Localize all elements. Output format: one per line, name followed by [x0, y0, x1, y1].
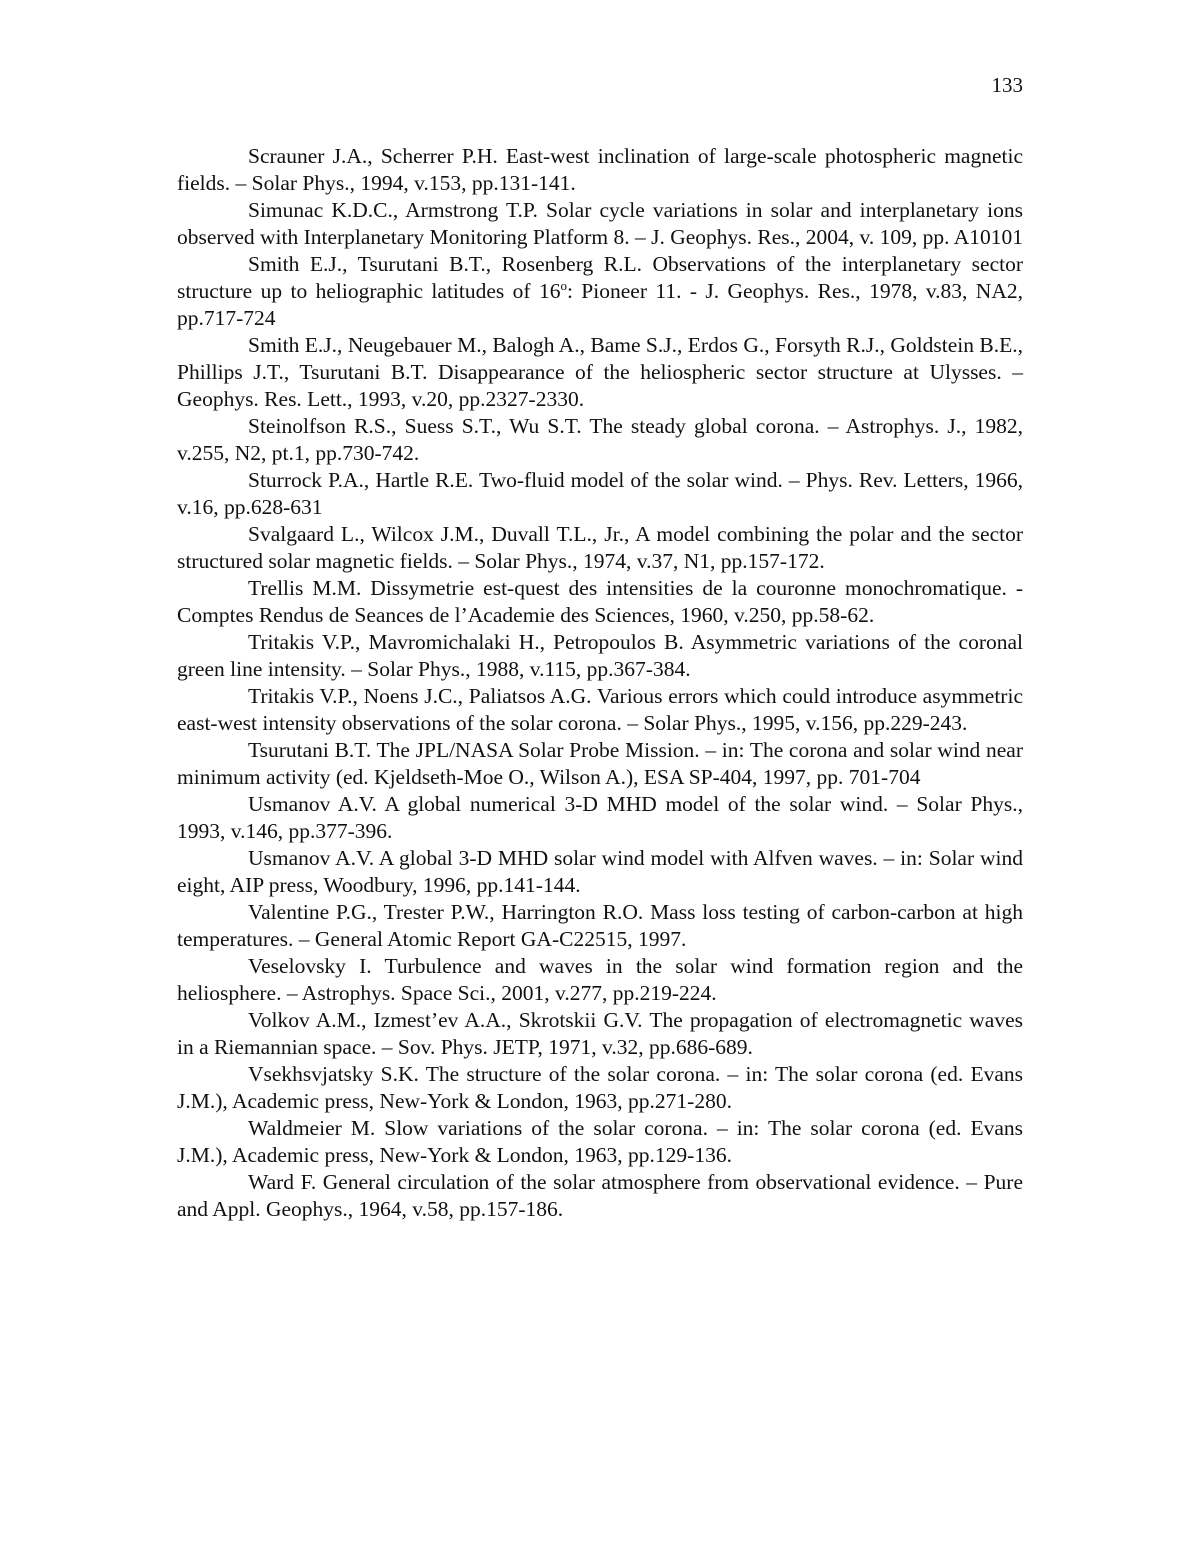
- reference-entry: Tsurutani B.T. The JPL/NASA Solar Probe Mission. – in: The corona and solar wind near minimum activity (ed. Kjeldseth-Moe O., Wilson A.), ESA SP-404, 1997, pp. 701-704: [177, 738, 1023, 789]
- reference-entry: Veselovsky I. Turbulence and waves in the solar wind formation region and the heliosphere. – Astrophys. Space Sci., 2001, v.277, pp.219-224.: [177, 954, 1023, 1005]
- reference-entry: [177, 251, 1023, 332]
- page-number: 133: [991, 73, 1023, 97]
- degree-superscript: o: [560, 277, 567, 293]
- reference-entry: Usmanov A.V. A global numerical 3-D MHD model of the solar wind. – Solar Phys., 1993, v.146, pp.377-396.: [177, 792, 1023, 843]
- reference-entry: Tritakis V.P., Noens J.C., Paliatsos A.G. Various errors which could introduce asymmetric east-west intensity observations of the solar corona. – Solar Phys., 1995, v.156, pp.229-243.: [177, 684, 1023, 735]
- reference-entry: Trellis M.M. Dissymetrie est-quest des intensities de la couronne monochromatique. - Comptes Rendus de Seances de l’Academie des Sciences, 1960, v.250, pp.58-62.: [177, 576, 1023, 627]
- reference-text: Smith E.J., Tsurutani B.T., Rosenberg R.L. Observations of the interplanetary sector structure up to heliographic latitudes of 16: [177, 252, 1023, 303]
- reference-entry: Steinolfson R.S., Suess S.T., Wu S.T. The steady global corona. – Astrophys. J., 1982, v.255, N2, pt.1, pp.730-742.: [177, 414, 1023, 465]
- reference-entry: Vsekhsvjatsky S.K. The structure of the solar corona. – in: The solar corona (ed. Evans J.M.), Academic press, New-York & London, 1963, pp.271-280.: [177, 1062, 1023, 1113]
- reference-list: [177, 143, 1023, 1223]
- reference-entry: Usmanov A.V. A global 3-D MHD solar wind model with Alfven waves. – in: Solar wind eight, AIP press, Woodbury, 1996, pp.141-144.: [177, 846, 1023, 897]
- reference-entry: Simunac K.D.C., Armstrong T.P. Solar cycle variations in solar and interplanetary ions observed with Interplanetary Monitoring Platform 8. – J. Geophys. Res., 2004, v. 109, pp. A10101: [177, 198, 1023, 249]
- reference-entry: Svalgaard L., Wilcox J.M., Duvall T.L., Jr., A model combining the polar and the sector structured solar magnetic fields. – Solar Phys., 1974, v.37, N1, pp.157-172.: [177, 522, 1023, 573]
- reference-entry: Sturrock P.A., Hartle R.E. Two-fluid model of the solar wind. – Phys. Rev. Letters, 1966, v.16, pp.628-631: [177, 468, 1023, 519]
- reference-entry: Scrauner J.A., Scherrer P.H. East-west inclination of large-scale photospheric magnetic fields. – Solar Phys., 1994, v.153, pp.131-141.: [177, 144, 1023, 195]
- reference-entry: Ward F. General circulation of the solar atmosphere from observational evidence. – Pure and Appl. Geophys., 1964, v.58, pp.157-186.: [177, 1170, 1023, 1221]
- reference-entry: Volkov A.M., Izmest’ev A.A., Skrotskii G.V. The propagation of electromagnetic waves in a Riemannian space. – Sov. Phys. JETP, 1971, v.32, pp.686-689.: [177, 1008, 1023, 1059]
- reference-entry: Smith E.J., Neugebauer M., Balogh A., Bame S.J., Erdos G., Forsyth R.J., Goldstein B.E., Phillips J.T., Tsurutani B.T. Disappearance of the heliospheric sector structure at Ulysses. – Geophys. Res. Lett., 1993, v.20, pp.2327-2330.: [177, 333, 1023, 411]
- reference-entry: Waldmeier M. Slow variations of the solar corona. – in: The solar corona (ed. Evans J.M.), Academic press, New-York & London, 1963, pp.129-136.: [177, 1116, 1023, 1167]
- reference-entry: Tritakis V.P., Mavromichalaki H., Petropoulos B. Asymmetric variations of the coronal green line intensity. – Solar Phys., 1988, v.115, pp.367-384.: [177, 630, 1023, 681]
- reference-entry: Valentine P.G., Trester P.W., Harrington R.O. Mass loss testing of carbon-carbon at high temperatures. – General Atomic Report GA-C22515, 1997.: [177, 900, 1023, 951]
- reference-text: : Pioneer 11. - J. Geophys. Res., 1978, v.83, NA2, pp.717-724: [177, 279, 1023, 330]
